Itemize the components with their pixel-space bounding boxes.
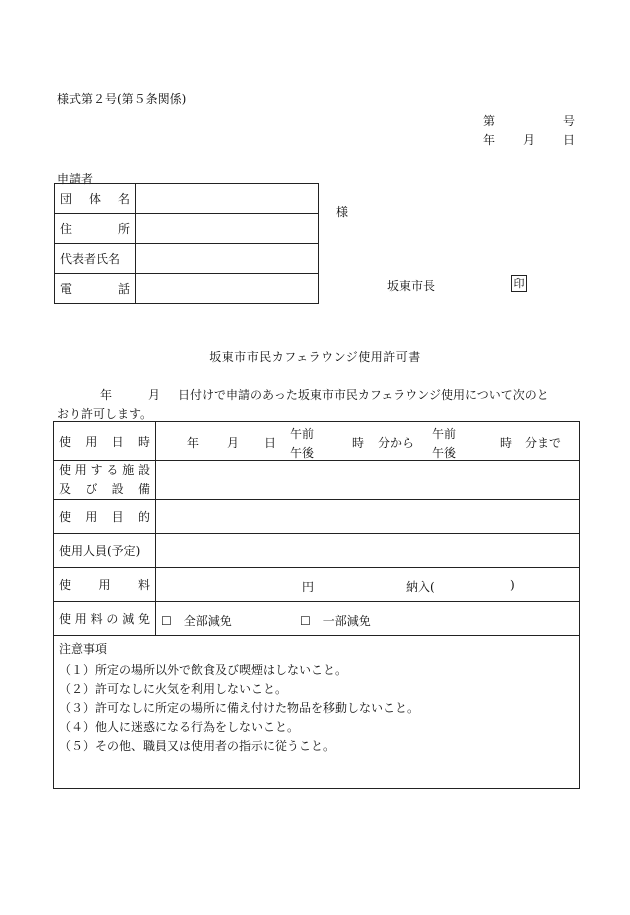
document-title: 坂東市市民カフェラウンジ使用許可書 — [209, 350, 421, 364]
usage-year: 年 — [187, 436, 200, 450]
applicant-value-address[interactable] — [136, 214, 319, 244]
notes-item-2: （２）許可なしに火気を利用しないこと。 — [59, 682, 288, 696]
row-notes — [54, 636, 580, 789]
usage-end-until: 分まで — [525, 436, 562, 450]
notes-item-5: （５）その他、職員又は使用者の指示に従うこと。 — [59, 739, 336, 753]
label-reduction — [54, 602, 156, 636]
label-facility-line-2: 及 び 設 備 — [59, 482, 150, 496]
issue-date-month: 月 — [523, 133, 536, 147]
applicant-row-organization — [55, 184, 319, 214]
applicant-value-organization[interactable] — [136, 184, 319, 214]
usage-start-am: 午前 — [290, 427, 315, 441]
notes-cell — [54, 636, 580, 789]
applicant-label-organization — [55, 184, 136, 214]
issue-number-suffix: 号 — [563, 114, 576, 128]
issue-number-prefix: 第 — [483, 114, 496, 128]
usage-day: 日 — [264, 436, 277, 450]
row-reduction — [54, 602, 580, 636]
label-fee — [54, 568, 156, 602]
usage-start-from: 分から — [378, 436, 415, 450]
label-facility — [54, 461, 156, 500]
reduction-partial-checkbox[interactable]: ☐ 一部減免 — [300, 614, 371, 628]
label-attendees: 使用人員(予定) — [54, 534, 156, 568]
row-attendees — [54, 534, 580, 568]
value-reduction — [156, 602, 580, 636]
row-facility — [54, 461, 580, 500]
fee-fields — [161, 568, 574, 601]
value-attendees[interactable] — [156, 534, 580, 568]
usage-month: 月 — [227, 436, 240, 450]
applicant-label-organization-text: 団 体 名 — [60, 192, 130, 206]
applicant-row-representative — [55, 244, 319, 274]
reduction-fields — [161, 602, 574, 635]
row-fee — [54, 568, 580, 602]
issue-number — [483, 112, 576, 128]
applicant-label-phone — [55, 274, 136, 304]
reduction-full-checkbox[interactable]: ☐ 全部減免 — [161, 614, 232, 628]
usage-start-hour: 時 — [352, 436, 365, 450]
label-purpose-text: 使 用 目 的 — [59, 510, 150, 524]
issuer-name: 坂東市長 — [387, 279, 436, 293]
applicant-row-address — [55, 214, 319, 244]
value-fee[interactable] — [156, 568, 580, 602]
row-purpose — [54, 500, 580, 534]
notes-item-1: （１）所定の場所以外で飲食及び喫煙はしないこと。 — [59, 663, 348, 677]
usage-datetime-fields — [161, 422, 574, 460]
label-usage-datetime-text: 使 用 日 時 — [59, 434, 150, 449]
label-usage-datetime — [54, 422, 156, 461]
issue-date — [483, 131, 576, 147]
usage-start-pm: 午後 — [290, 446, 315, 460]
body-month: 月 — [148, 388, 161, 402]
applicant-title: 申請者 — [57, 172, 94, 186]
row-usage-datetime — [54, 422, 580, 461]
label-reduction-text: 使 用 料 の 減 免 — [59, 612, 150, 626]
seal-mark: 印 — [511, 275, 527, 292]
fee-payment-close: ) — [510, 578, 515, 592]
applicant-value-representative[interactable] — [136, 244, 319, 274]
issue-date-day: 日 — [563, 133, 576, 147]
value-usage-datetime[interactable] — [156, 422, 580, 461]
label-facility-line-1: 使 用 す る 施 設 — [59, 463, 150, 477]
body-year: 年 — [100, 388, 113, 402]
notes-item-3: （３）許可なしに所定の場所に備え付けた物品を移動しないこと。 — [59, 701, 420, 715]
issue-date-year: 年 — [483, 133, 496, 147]
usage-end-pm: 午後 — [432, 446, 457, 460]
label-fee-text: 使 用 料 — [59, 578, 150, 592]
applicant-table — [54, 183, 319, 304]
fee-yen: 円 — [302, 580, 315, 594]
applicant-row-phone — [55, 274, 319, 304]
usage-end-am: 午前 — [432, 427, 457, 441]
value-facility[interactable] — [156, 461, 580, 500]
notes-item-4: （４）他人に迷惑になる行為をしないこと。 — [59, 720, 300, 734]
applicant-label-address — [55, 214, 136, 244]
applicant-label-address-text: 住 所 — [60, 222, 130, 236]
body-line-2: おり許可します。 — [57, 407, 153, 421]
label-purpose — [54, 500, 156, 534]
permit-table — [53, 421, 580, 789]
value-purpose[interactable] — [156, 500, 580, 534]
notes-title: 注意事項 — [59, 642, 108, 656]
usage-end-hour: 時 — [500, 436, 513, 450]
applicant-value-phone[interactable] — [136, 274, 319, 304]
honorific: 様 — [336, 205, 349, 219]
form-number: 様式第２号(第５条関係) — [57, 92, 187, 106]
fee-payment: 納入( — [406, 580, 435, 594]
body-line-1: 日付けで申請のあった坂東市市民カフェラウンジ使用について次のと — [178, 388, 549, 402]
applicant-label-phone-text: 電 話 — [60, 282, 130, 296]
applicant-label-representative: 代表者氏名 — [55, 244, 136, 274]
